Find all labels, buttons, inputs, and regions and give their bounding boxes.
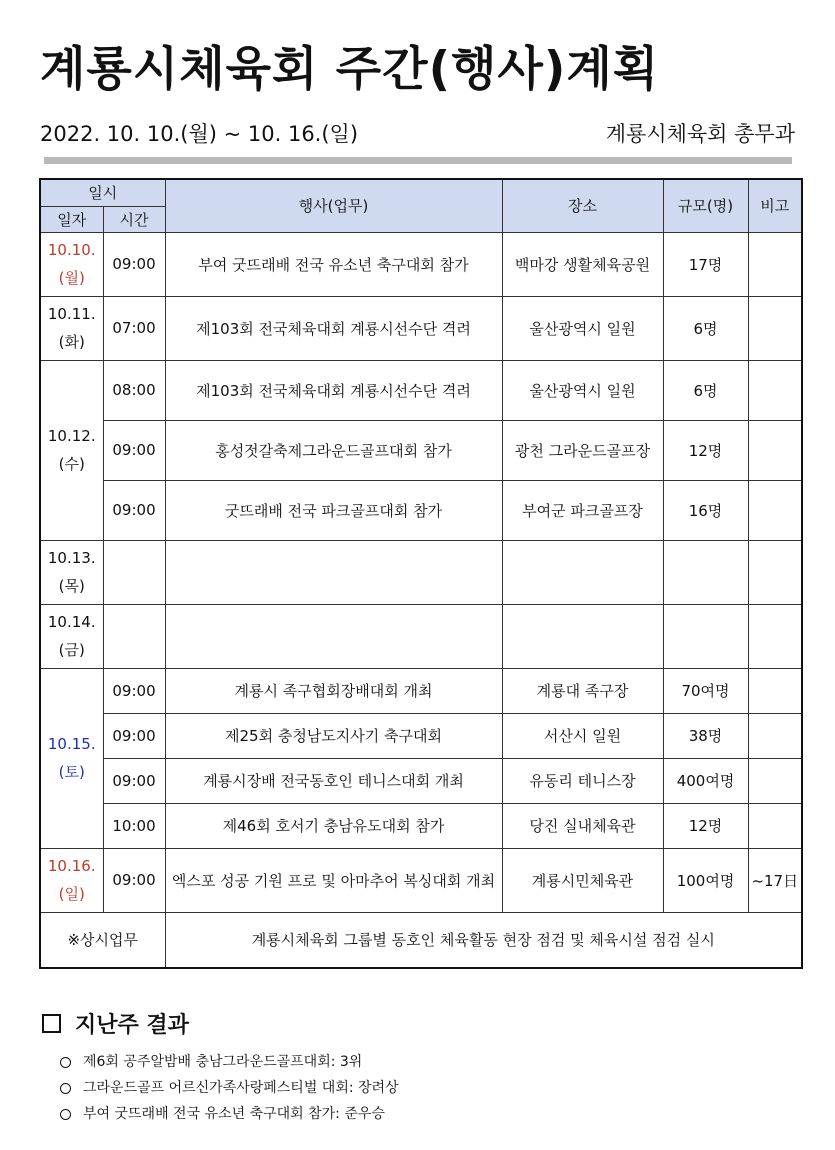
event-cell — [165, 604, 502, 668]
results-title: 지난주 결과 — [75, 1013, 189, 1038]
size-cell: 12명 — [663, 420, 748, 480]
event-cell: 제46회 호서기 충남유도대회 참가 — [165, 803, 502, 848]
note-cell — [748, 668, 802, 713]
note-cell — [748, 604, 802, 668]
date-text: 10.13. — [47, 548, 96, 567]
time-cell: 09:00 — [103, 848, 165, 912]
place-cell: 울산광역시 일원 — [502, 360, 663, 420]
note-cell — [748, 803, 802, 848]
department-text: 계룡시체육회 총무과 — [605, 122, 795, 146]
event-cell: 제25회 충청남도지사기 축구대회 — [165, 713, 502, 758]
event-cell: 제103회 전국체육대회 계룡시선수단 격려 — [165, 360, 502, 420]
place-cell: 계룡대 족구장 — [502, 668, 663, 713]
note-cell — [748, 758, 802, 803]
event-cell: 계룡시장배 전국동호인 테니스대회 개최 — [165, 758, 502, 803]
event-cell: 부여 굿뜨래배 전국 유소년 축구대회 참가 — [165, 232, 502, 296]
place-cell: 당진 실내체육관 — [502, 803, 663, 848]
table-row — [40, 420, 802, 480]
table-row — [40, 296, 802, 360]
table-row — [40, 360, 802, 420]
weekday-text: (수) — [58, 455, 85, 473]
weekday-text: (금) — [58, 641, 85, 659]
weekday-text: (토) — [58, 763, 85, 781]
square-bullet-icon — [42, 1014, 61, 1033]
time-cell — [103, 540, 165, 604]
size-cell — [663, 540, 748, 604]
size-cell: 6명 — [663, 360, 748, 420]
place-cell — [502, 540, 663, 604]
weekday-text: (일) — [58, 885, 85, 903]
table-row — [40, 232, 802, 296]
event-cell: 엑스포 성공 기원 프로 및 아마추어 복싱대회 개최 — [165, 848, 502, 912]
event-cell: 계룡시 족구협회장배대회 개최 — [165, 668, 502, 713]
circle-bullet-icon — [60, 1109, 71, 1120]
note-cell — [748, 360, 802, 420]
place-cell: 백마강 생활체육공원 — [502, 232, 663, 296]
time-cell — [103, 604, 165, 668]
time-cell: 09:00 — [103, 232, 165, 296]
table-row — [40, 480, 802, 540]
header-place: 장소 — [502, 179, 663, 232]
size-cell: 6명 — [663, 296, 748, 360]
header-date: 일자 — [40, 206, 103, 232]
note-cell — [748, 713, 802, 758]
header-datetime: 일시 — [40, 179, 165, 206]
place-cell: 유동리 테니스장 — [502, 758, 663, 803]
results-list — [60, 1049, 802, 1127]
table-row — [40, 848, 802, 912]
size-cell: 70여명 — [663, 668, 748, 713]
size-cell: 17명 — [663, 232, 748, 296]
place-cell: 서산시 일원 — [502, 713, 663, 758]
table-row — [40, 604, 802, 668]
place-cell: 부여군 파크골프장 — [502, 480, 663, 540]
event-cell — [165, 540, 502, 604]
date-cell — [40, 668, 103, 848]
place-cell: 울산광역시 일원 — [502, 296, 663, 360]
date-text: 10.16. — [47, 856, 96, 875]
size-cell — [663, 604, 748, 668]
table-row — [40, 540, 802, 604]
size-cell: 400여명 — [663, 758, 748, 803]
document-title: 계룡시체육회 주간(행사)계획 — [40, 42, 660, 97]
circle-bullet-icon — [60, 1057, 71, 1068]
time-cell: 09:00 — [103, 758, 165, 803]
period-text: 2022. 10. 10.(월) ~ 10. 16.(일) — [40, 122, 359, 146]
note-cell — [748, 232, 802, 296]
time-cell: 09:00 — [103, 713, 165, 758]
event-cell: 굿뜨래배 전국 파크골프대회 참가 — [165, 480, 502, 540]
table-row — [40, 668, 802, 713]
list-item: 제6회 공주알밤배 충남그라운드골프대회: 3위 — [60, 1049, 802, 1075]
time-cell: 08:00 — [103, 360, 165, 420]
table-row — [40, 803, 802, 848]
header-note: 비고 — [748, 179, 802, 232]
date-text: 10.12. — [47, 426, 96, 445]
circle-bullet-icon — [60, 1083, 71, 1094]
note-cell: ~17日 — [748, 848, 802, 912]
size-cell: 12명 — [663, 803, 748, 848]
event-cell: 제103회 전국체육대회 계룡시선수단 격려 — [165, 296, 502, 360]
schedule-table — [39, 178, 803, 969]
time-cell: 09:00 — [103, 668, 165, 713]
size-cell: 100여명 — [663, 848, 748, 912]
table-row — [40, 758, 802, 803]
date-cell — [40, 540, 103, 604]
regular-work-text: 계룡시체육회 그룹별 동호인 체육활동 현장 점검 및 체육시설 점검 실시 — [165, 912, 802, 968]
table-row — [40, 713, 802, 758]
time-cell: 09:00 — [103, 480, 165, 540]
divider-bar — [44, 157, 792, 164]
place-cell: 계룡시민체육관 — [502, 848, 663, 912]
date-cell — [40, 604, 103, 668]
note-cell — [748, 296, 802, 360]
note-cell — [748, 480, 802, 540]
schedule-body — [40, 232, 802, 968]
header-time: 시간 — [103, 206, 165, 232]
note-cell — [748, 420, 802, 480]
weekday-text: (화) — [58, 333, 85, 351]
time-cell: 07:00 — [103, 296, 165, 360]
date-cell — [40, 296, 103, 360]
date-text: 10.15. — [47, 734, 96, 753]
date-text: 10.14. — [47, 612, 96, 631]
event-cell: 홍성젓갈축제그라운드골프대회 참가 — [165, 420, 502, 480]
note-cell — [748, 540, 802, 604]
date-cell — [40, 360, 103, 540]
date-text: 10.11. — [47, 304, 96, 323]
size-cell: 38명 — [663, 713, 748, 758]
weekday-text: (월) — [58, 269, 85, 287]
date-cell — [40, 848, 103, 912]
results-heading — [42, 1008, 802, 1039]
list-item: 그라운드골프 어르신가족사랑페스티벌 대회: 장려상 — [60, 1075, 802, 1101]
header-event: 행사(업무) — [165, 179, 502, 232]
regular-work-label: ※상시업무 — [40, 912, 165, 968]
place-cell: 광천 그라운드골프장 — [502, 420, 663, 480]
list-item: 부여 굿뜨래배 전국 유소년 축구대회 참가: 준우승 — [60, 1101, 802, 1127]
date-cell — [40, 232, 103, 296]
time-cell: 10:00 — [103, 803, 165, 848]
regular-work-row — [40, 912, 802, 968]
results-section — [42, 1008, 802, 1127]
size-cell: 16명 — [663, 480, 748, 540]
date-text: 10.10. — [47, 240, 96, 259]
place-cell — [502, 604, 663, 668]
weekday-text: (목) — [58, 577, 85, 595]
header-size: 규모(명) — [663, 179, 748, 232]
time-cell: 09:00 — [103, 420, 165, 480]
subtitle-row — [40, 118, 795, 148]
